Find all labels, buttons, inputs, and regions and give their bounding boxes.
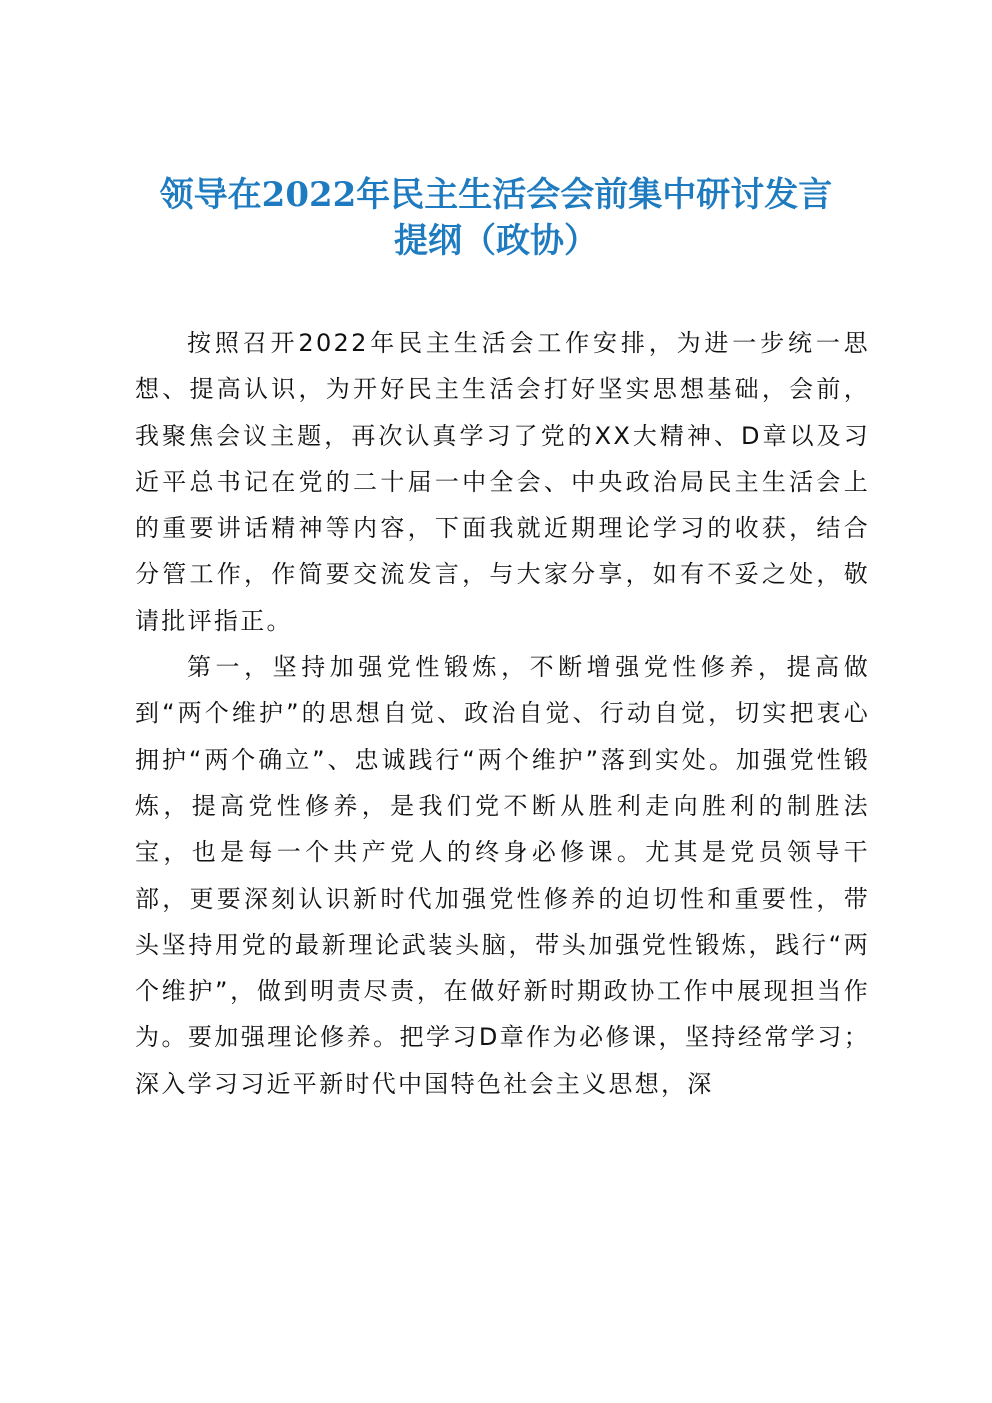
paragraph-first: 第一，坚持加强党性锻炼，不断增强党性修养，提高做到“两个维护”的思想自觉、政治自觉、行动自觉，切实把衷心拥护“两个确立”、忠诚践行“两个维护”落到实处。加强党性锻炼，提高党性修养，是我们党不断从胜利走向胜利的制胜法宝，也是每一个共产党人的终身必修课。尤其是党员领导干部，更要深刻认识新时代加强党性修养的迫切性和重要性，带头坚持用党的最新理论武装头脑，带头加强党性锻炼，践行“两个维护”，做到明责尽责，在做好新时期政协工作中展现担当作为。要加强理论修养。把学习D章作为必修课，坚持经常学习；深入学习习近平新时代中国特色社会主义思想，深 [135,653,870,1098]
document-body [135,320,870,1107]
paragraph-intro: 按照召开2022年民主生活会工作安排，为进一步统一思想、提高认识，为开好民主生活会打好坚实思想基础，会前，我聚焦会议主题，再次认真学习了党的XX大精神、D章以及习近平总书记在党的二十届一中全会、中央政治局民主生活会上的重要讲话精神等内容，下面我就近期理论学习的收获，结合分管工作，作简要交流发言，与大家分享，如有不妥之处，敬请批评指正。 [135,329,870,635]
title-line-1: 领导在2022年民主生活会会前集中研讨发言 [159,175,833,215]
title-line-2: 提纲（政协） [394,221,598,261]
document-title [110,172,882,264]
